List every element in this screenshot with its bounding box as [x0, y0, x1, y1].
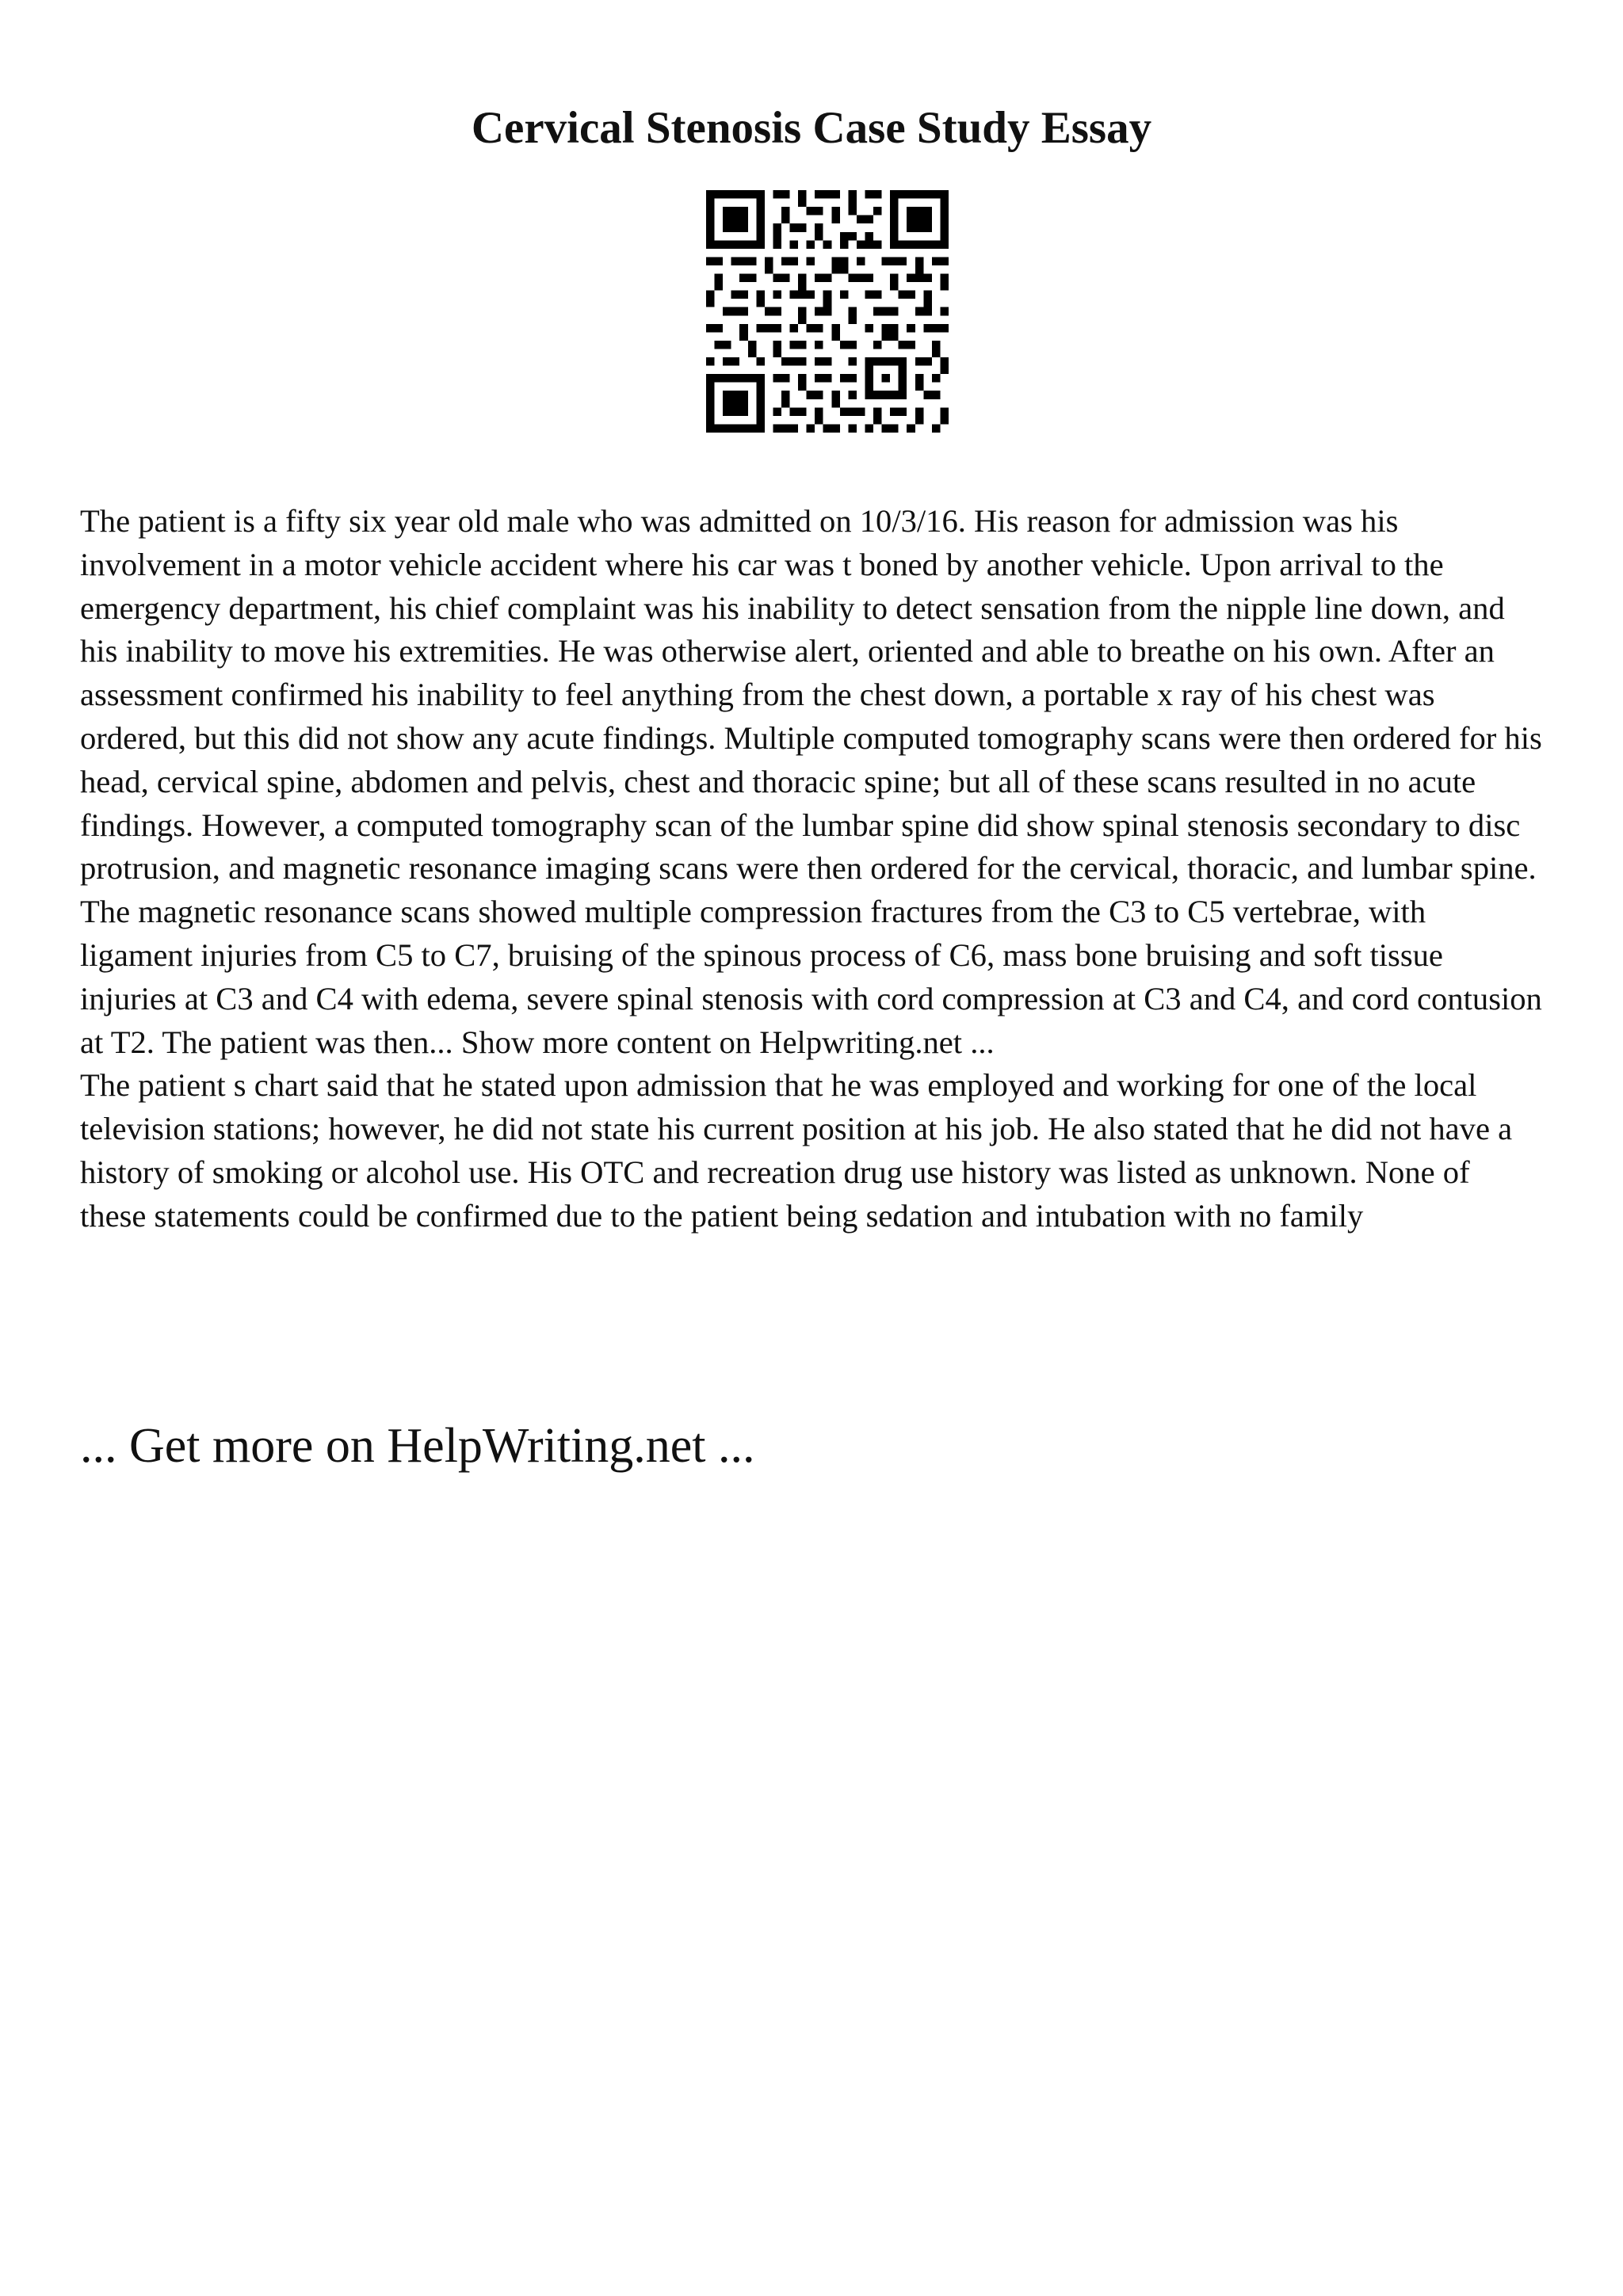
essay-paragraph-1: The patient is a fifty six year old male who was admitted on 10/3/16. His reason for admission was his involvement in a motor vehicle accident where his car was t boned by another vehicle. Upon arrival to the emergency department, his chief complaint was his inability to detect sensation from the nipple line down, and his inability to move his extremities. He was otherwise alert, oriented and able to breathe on his own. After an assessment confirmed his inability to feel anything from the chest down, a portable x ray of his chest was ordered, but this did not show any acute findings. Multiple computed tomography scans were then ordered for his head, cervical spine, abdomen and pelvis, chest and thoracic spine; but all of these scans resulted in no acute findings. However, a computed tomography scan of the lumbar spine did show spinal stenosis secondary to disc protrusion, and magnetic resonance imaging scans were then ordered for the cervical, thoracic, and lumbar spine. The magnetic resonance scans showed multiple compression fractures from the C3 to C5 vertebrae, with ligament injuries from C5 to C7, bruising of the spinous process of C6, mass bone bruising and soft tissue injuries at C3 and C4 with edema, severe spinal stenosis with cord compression at C3 and C4, and cord contusion at T2. The patient was then... Show more content on Helpwriting.net ... — [80, 503, 1542, 1060]
get-more-link[interactable]: ... Get more on HelpWriting.net ... — [80, 1419, 755, 1473]
essay-body — [80, 500, 1543, 1238]
qr-code-icon — [706, 190, 949, 433]
essay-paragraph-2: The patient s chart said that he stated upon admission that he was employed and working for one of the local television stations; however, he did not state his current position at his job. He also stated that he did not have a history of smoking or alcohol use. His OTC and recreation drug use history was listed as unknown. None of these statements could be confirmed due to the patient being sedation and intubation with no family — [80, 1067, 1513, 1234]
page-title: Cervical Stenosis Case Study Essay — [471, 103, 1152, 153]
